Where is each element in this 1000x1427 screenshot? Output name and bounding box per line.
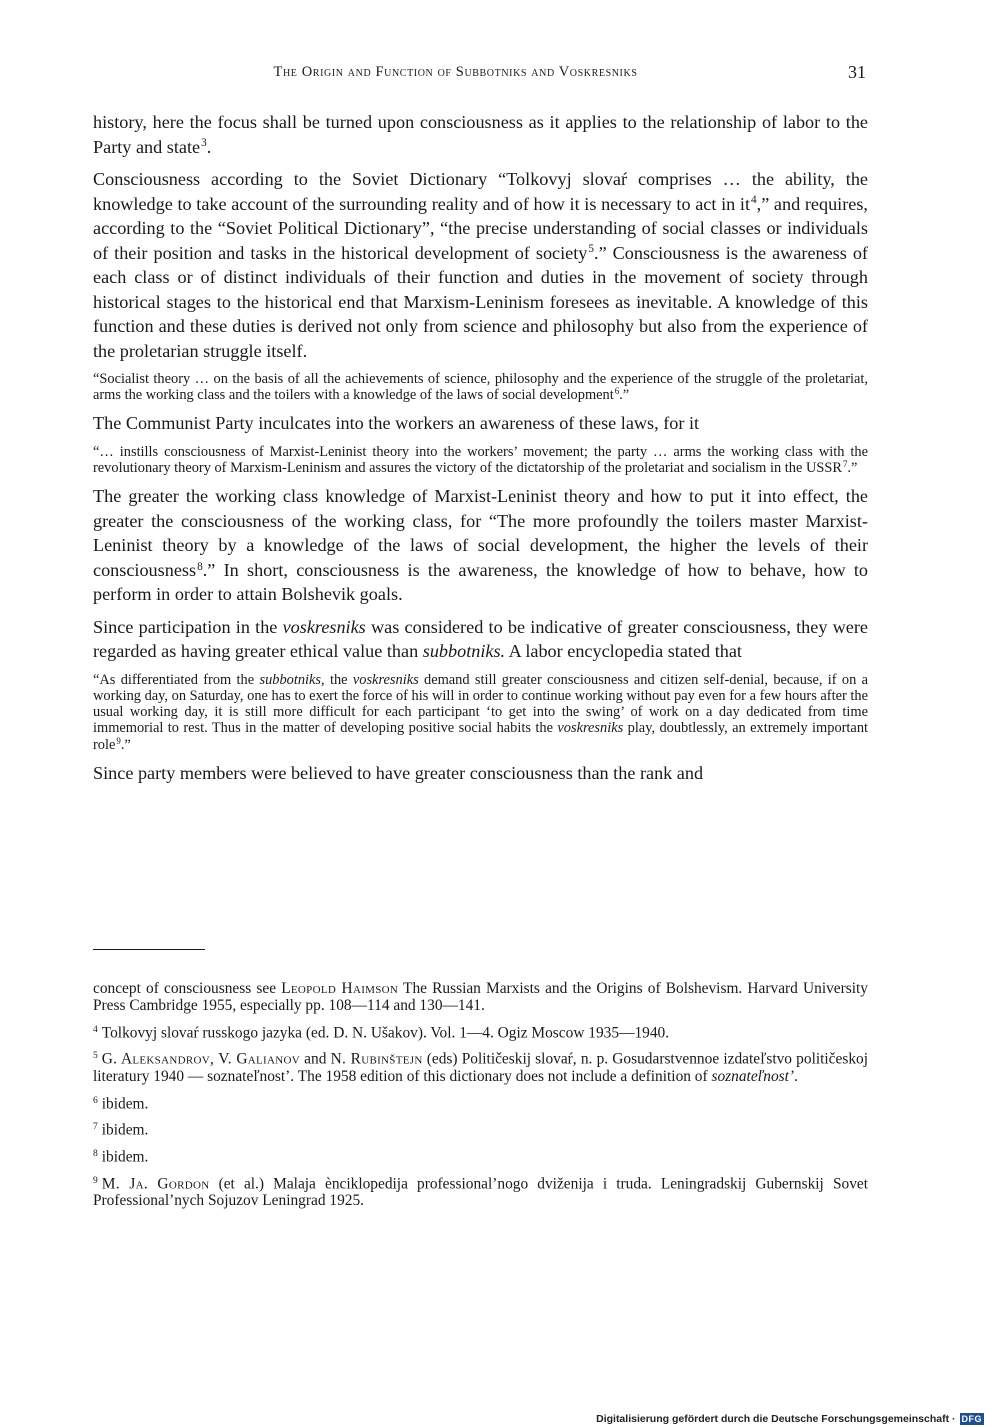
running-head: The Origin and Function of Subbotniks and Voskresniks <box>273 64 638 80</box>
credit-text: Digitalisierung gefördert durch die Deutsche Forschungsgemeinschaft · <box>596 1413 956 1425</box>
paragraph-2: Consciousness according to the Soviet Dictionary “Tolkovyj slovaŕ comprises … the ability, the knowledge to take account of the surrounding reality and of how it is necessary to act in $it^4$,” and requires, according to the “Soviet Political Dictionary”, “the precise understanding of social classes or individuals of their position and tasks in the historical development of society$^5$.” Consciousness is the awareness of each class or of distinct individuals of their function and duties in the movement of society through historical stages to the historical end that Marxism-Leninism foresees as inevitable. A knowledge of this function and these duties is derived not only from science and philosophy but also from the experience of the proletarian struggle itself. <box>93 169 868 361</box>
paragraph-3: The Communist Party inculcates into the workers an awareness of these laws, for it <box>93 413 700 434</box>
paragraph-4: The greater the working class knowledge of Marxist-Leninist theory and how to put it into effect, the greater the consciousness of the working class, for “The more profoundly the toilers master Marxist-Leninist theory by a knowledge of the laws of social development, the higher the levels of their consciousness$^8$.” In short, consciousness is the awareness, the knowledge of how to behave, how to perform in order to attain Bolshevik goals. <box>93 486 868 605</box>
footnotes <box>93 980 868 1216</box>
block-quote-3: “As differentiated from the subbotniks, the voskresniks demand still greater consciousness and citizen self-denial, because, if on a working day, on Saturday, one has to exert the force of his will in order to continue working without pay even for a few hours after the usual working day, it is still more difficult for each participant ‘to get into the swing’ of work on a day dedicated from time immemorial to rest. Thus in the matter of developing positive social habits the voskresniks play, doubtlessly, an extremely important role$^9$.” <box>93 671 869 753</box>
page-number: 31 <box>848 62 866 82</box>
footnote-9: $^9$ M. Ja. Gordon (et al.) Malaja ènciklopedija professional’nogo dviženija i truda. Leningradskij Gubernskij Sovet Professional’nych Sojuzov Leningrad 1925. <box>93 1174 868 1210</box>
block-quote-1: “Socialist theory … on the basis of all the achievements of science, philosophy and the experience of the struggle of the proletariat, arms the working class and the toilers with a knowledge of the laws of social development$^6$.” <box>93 371 868 404</box>
footnote-divider <box>93 949 205 950</box>
footnote-7: $^7$ ibidem. <box>93 1121 149 1139</box>
footnote-8: $^8$ ibidem. <box>93 1147 149 1166</box>
block-quote-2: “… instills consciousness of Marxist-Leninist theory into the workers’ movement; the party … arms the working class with the revolutionary theory of Marxism-Leninism and assures the victory of the dictatorship of the proletariat and socialism in the USSR$^7$.” <box>93 443 868 477</box>
footnote-ref[interactable]: 7 <box>842 459 848 470</box>
footnote-6: $^6$ ibidem. <box>93 1094 149 1112</box>
paragraph-6: Since party members were believed to have greater consciousness than the rank and <box>93 762 704 783</box>
page-header <box>93 62 868 86</box>
footnote-5: $^5$ G. Aleksandrov, V. Galianov and N. Rubinštejn (eds) Političeskij slovaŕ, n. p. Gosudarstvennoe izdateľstvo političeskoj literatury 1940 — soznateľnost’. The 1958 edition of this dictionary does not include a definition of soznateľnost’. <box>93 1050 868 1086</box>
footnote-ref[interactable]: 3 <box>201 137 207 150</box>
paragraph-1: history, here the focus shall be turned upon consciousness as it applies to the relationship of labor to the Party and state$^3$. <box>93 112 868 157</box>
footnote-ref[interactable]: 5 <box>588 243 595 256</box>
footnote-ref[interactable]: 9 <box>116 735 121 746</box>
footnote-ref[interactable]: 6 <box>614 386 620 397</box>
paragraph-5: Since participation in the voskresniks was considered to be indicative of greater consciousness, they were regarded as having greater ethical value than subbotniks. A labor encyclopedia stated that <box>93 616 868 662</box>
footnote-ref[interactable]: 8 <box>197 560 203 573</box>
main-text <box>93 110 868 793</box>
footnote-continuation: concept of consciousness see Leopold Haimson The Russian Marxists and the Origins of Bolshevism. Harvard University Press Cambridge 1955, especially pp. 108—114 and 130—141. <box>93 980 868 1015</box>
footnote-ref[interactable]: 4 <box>751 194 757 207</box>
dfg-logo-icon: DFG <box>961 1414 982 1424</box>
footnote-4: $^4$ Tolkovyj slovaŕ russkogo jazyka (ed. D. N. Ušakov). Vol. 1—4. Ogiz Moscow 1935—1940. <box>93 1023 670 1042</box>
digitization-credit <box>596 1413 984 1425</box>
